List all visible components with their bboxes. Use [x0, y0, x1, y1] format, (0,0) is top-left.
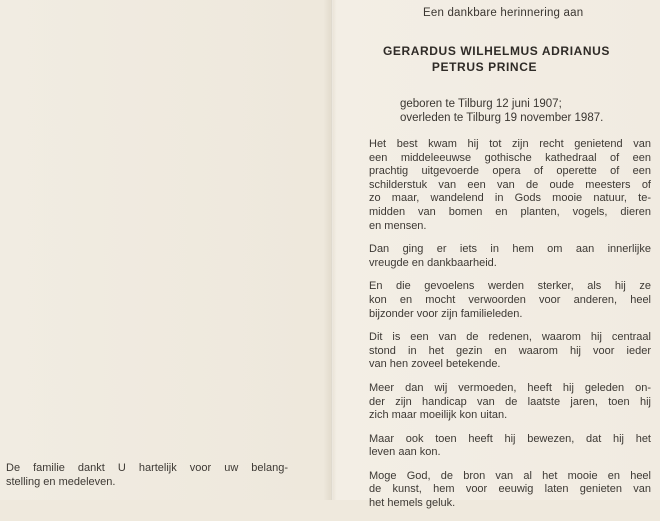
text-line: van hen zoveel betekende. — [369, 358, 501, 371]
paragraph — [369, 138, 651, 233]
text-line: En die gevoelens werden sterker, als hij ze — [369, 280, 651, 293]
text-line: der zijn handicap van de laatste jaren, toen hij — [369, 395, 651, 408]
paragraph — [369, 280, 651, 321]
paragraph — [369, 470, 651, 511]
paragraph — [369, 331, 651, 372]
paragraph — [369, 433, 651, 460]
text-line: de kunst, hem voor eeuwig laten genieten van — [369, 483, 651, 496]
deceased-name-line-1: GERARDUS WILHELMUS ADRIANUS — [382, 44, 611, 58]
intro-text: Een dankbare herinnering aan — [423, 7, 584, 19]
paragraph — [369, 243, 651, 270]
text-line: Meer dan wij vermoeden, heeft hij geleden on- — [369, 381, 651, 394]
life-dates — [400, 97, 603, 125]
text-line: vreugde en dankbaarheid. — [369, 256, 497, 269]
text-line: stond in het gezin en waarom hij voor ieder — [369, 344, 651, 357]
deceased-name-line-2: PETRUS PRINCE — [431, 60, 538, 74]
text-line: Dit is een van de redenen, waarom hij centraal — [369, 331, 651, 344]
text-line: Dan ging er iets in hem om aan innerlijke — [369, 243, 651, 256]
text-line: het hemels geluk. — [369, 497, 456, 510]
text-line: Moge God, de bron van al het mooie en heel — [369, 469, 651, 482]
thanks-line-2: stelling en medeleven. — [6, 475, 116, 488]
text-line: zo maar, wandelend in Gods mooie natuur, te- — [369, 192, 651, 205]
text-line: Het best kwam hij tot zijn recht genietend van — [369, 138, 651, 150]
right-panel — [333, 0, 660, 510]
text-line: zich maar moeilijk kon uitan. — [369, 409, 508, 422]
text-line: leven aan kon. — [369, 446, 441, 459]
text-line: en mensen. — [369, 219, 427, 232]
thanks-line-1: De familie dankt U hartelijk voor uw belang- — [6, 462, 288, 474]
birth-date-line: geboren te Tilburg 12 juni 1907; — [400, 98, 562, 110]
text-line: Maar ook toen heeft hij bewezen, dat hij het — [369, 432, 651, 445]
text-line: een middeleeuwse gothische kathedraal of een — [369, 151, 651, 164]
paragraph — [369, 382, 651, 423]
death-date-line: overleden te Tilburg 19 november 1987. — [400, 112, 604, 124]
left-panel — [0, 0, 330, 500]
text-line: schilderstuk van een van de oude meesters of — [369, 178, 651, 191]
text-line: midden van bomen en planten, vogels, dieren — [369, 205, 651, 218]
text-line: prachtig uitgevoerde opera of operette of een — [369, 165, 651, 178]
text-line: kon en mocht verwoorden voor anderen, heel — [369, 293, 651, 306]
family-thanks — [6, 462, 288, 489]
memorial-text — [369, 138, 651, 521]
text-line: bijzonder voor zijn familieleden. — [369, 307, 523, 320]
